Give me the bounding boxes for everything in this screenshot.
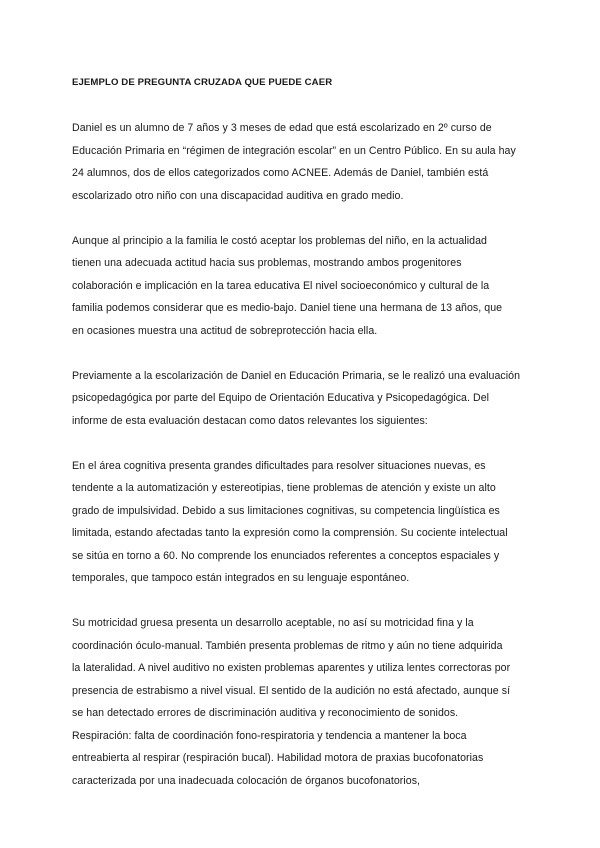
text-line: temporales, que tampoco están integrados en su lenguaje espontáneo. bbox=[72, 572, 410, 584]
text-line: Previamente a la escolarización de Daniel en Educación Primaria, se le realizó una evaluación bbox=[72, 369, 521, 382]
paragraph-family-context bbox=[72, 230, 530, 343]
paragraph-student-profile bbox=[72, 117, 530, 207]
paragraph-cognitive-area bbox=[72, 455, 530, 590]
text-line: grado de impulsividad. Debido a sus limitaciones cognitivas, su competencia lingüística es bbox=[72, 504, 500, 517]
text-line: la lateralidad. A nivel auditivo no existen problemas aparentes y utiliza lentes correctoras por bbox=[72, 662, 511, 674]
document-body bbox=[72, 72, 530, 792]
text-line: familia podemos considerar que es medio-bajo. Daniel tiene una hermana de 13 años, que bbox=[72, 302, 503, 314]
text-line: En el área cognitiva presenta grandes dificultades para resolver situaciones nuevas, es bbox=[72, 459, 486, 472]
paragraph-evaluation-intro bbox=[72, 365, 530, 433]
text-line: se sitúa en torno a 60. No comprende los enunciados referentes a conceptos espaciales y bbox=[72, 549, 500, 562]
text-line: Su motricidad gruesa presenta un desarrollo aceptable, no así su motricidad fina y la bbox=[72, 617, 474, 629]
text-line: caracterizada por una inadecuada colocación de órganos bucofonatorios, bbox=[72, 774, 421, 787]
text-line: escolarizado otro niño con una discapacidad auditiva en grado medio. bbox=[72, 189, 404, 202]
text-line: Daniel es un alumno de 7 años y 3 meses de edad que está escolarizado en 2º curso de bbox=[72, 122, 492, 134]
text-line: tienen una adecuada actitud hacia sus problemas, mostrando ambos progenitores bbox=[72, 257, 462, 269]
text-line: informe de esta evaluación destacan como datos relevantes los siguientes: bbox=[72, 414, 428, 427]
text-line: Respiración: falta de coordinación fono-respiratoria y tendencia a mantener la boca bbox=[72, 729, 467, 742]
text-line: colaboración e implicación en la tarea educativa El nivel socioeconómico y cultural de la bbox=[72, 279, 490, 292]
text-line: coordinación óculo-manual. También presenta problemas de ritmo y aún no tiene adquirida bbox=[72, 639, 503, 652]
text-line: tendente a la automatización y estereotipias, tiene problemas de atención y existe un alto bbox=[72, 482, 496, 494]
document-title: EJEMPLO DE PREGUNTA CRUZADA QUE PUEDE CAER bbox=[72, 77, 333, 88]
text-line: 24 alumnos, dos de ellos categorizados como ACNEE. Además de Daniel, también está bbox=[72, 167, 489, 179]
text-line: entreabierta al respirar (respiración bucal). Habilidad motora de praxias bucofonatorias bbox=[72, 752, 484, 764]
text-line: Educación Primaria en “régimen de integración escolar” en un Centro Público. En su aula hay bbox=[72, 144, 516, 157]
text-line: limitada, estando afectadas tanto la expresión como la comprensión. Su cociente intelectual bbox=[72, 527, 508, 539]
text-line: psicopedagógica por parte del Equipo de Orientación Educativa y Psicopedagógica. Del bbox=[72, 392, 490, 404]
text-line: en ocasiones muestra una actitud de sobreprotección hacia ella. bbox=[72, 324, 378, 337]
paragraph-motor-skills bbox=[72, 612, 530, 792]
text-line: se han detectado errores de discriminación auditiva y reconocimiento de sonidos. bbox=[72, 707, 459, 719]
text-line: Aunque al principio a la familia le costó aceptar los problemas del niño, en la actualidad bbox=[72, 234, 487, 247]
text-line: presencia de estrabismo a nivel visual. El sentido de la audición no está afectado, aunque sí bbox=[72, 684, 511, 697]
